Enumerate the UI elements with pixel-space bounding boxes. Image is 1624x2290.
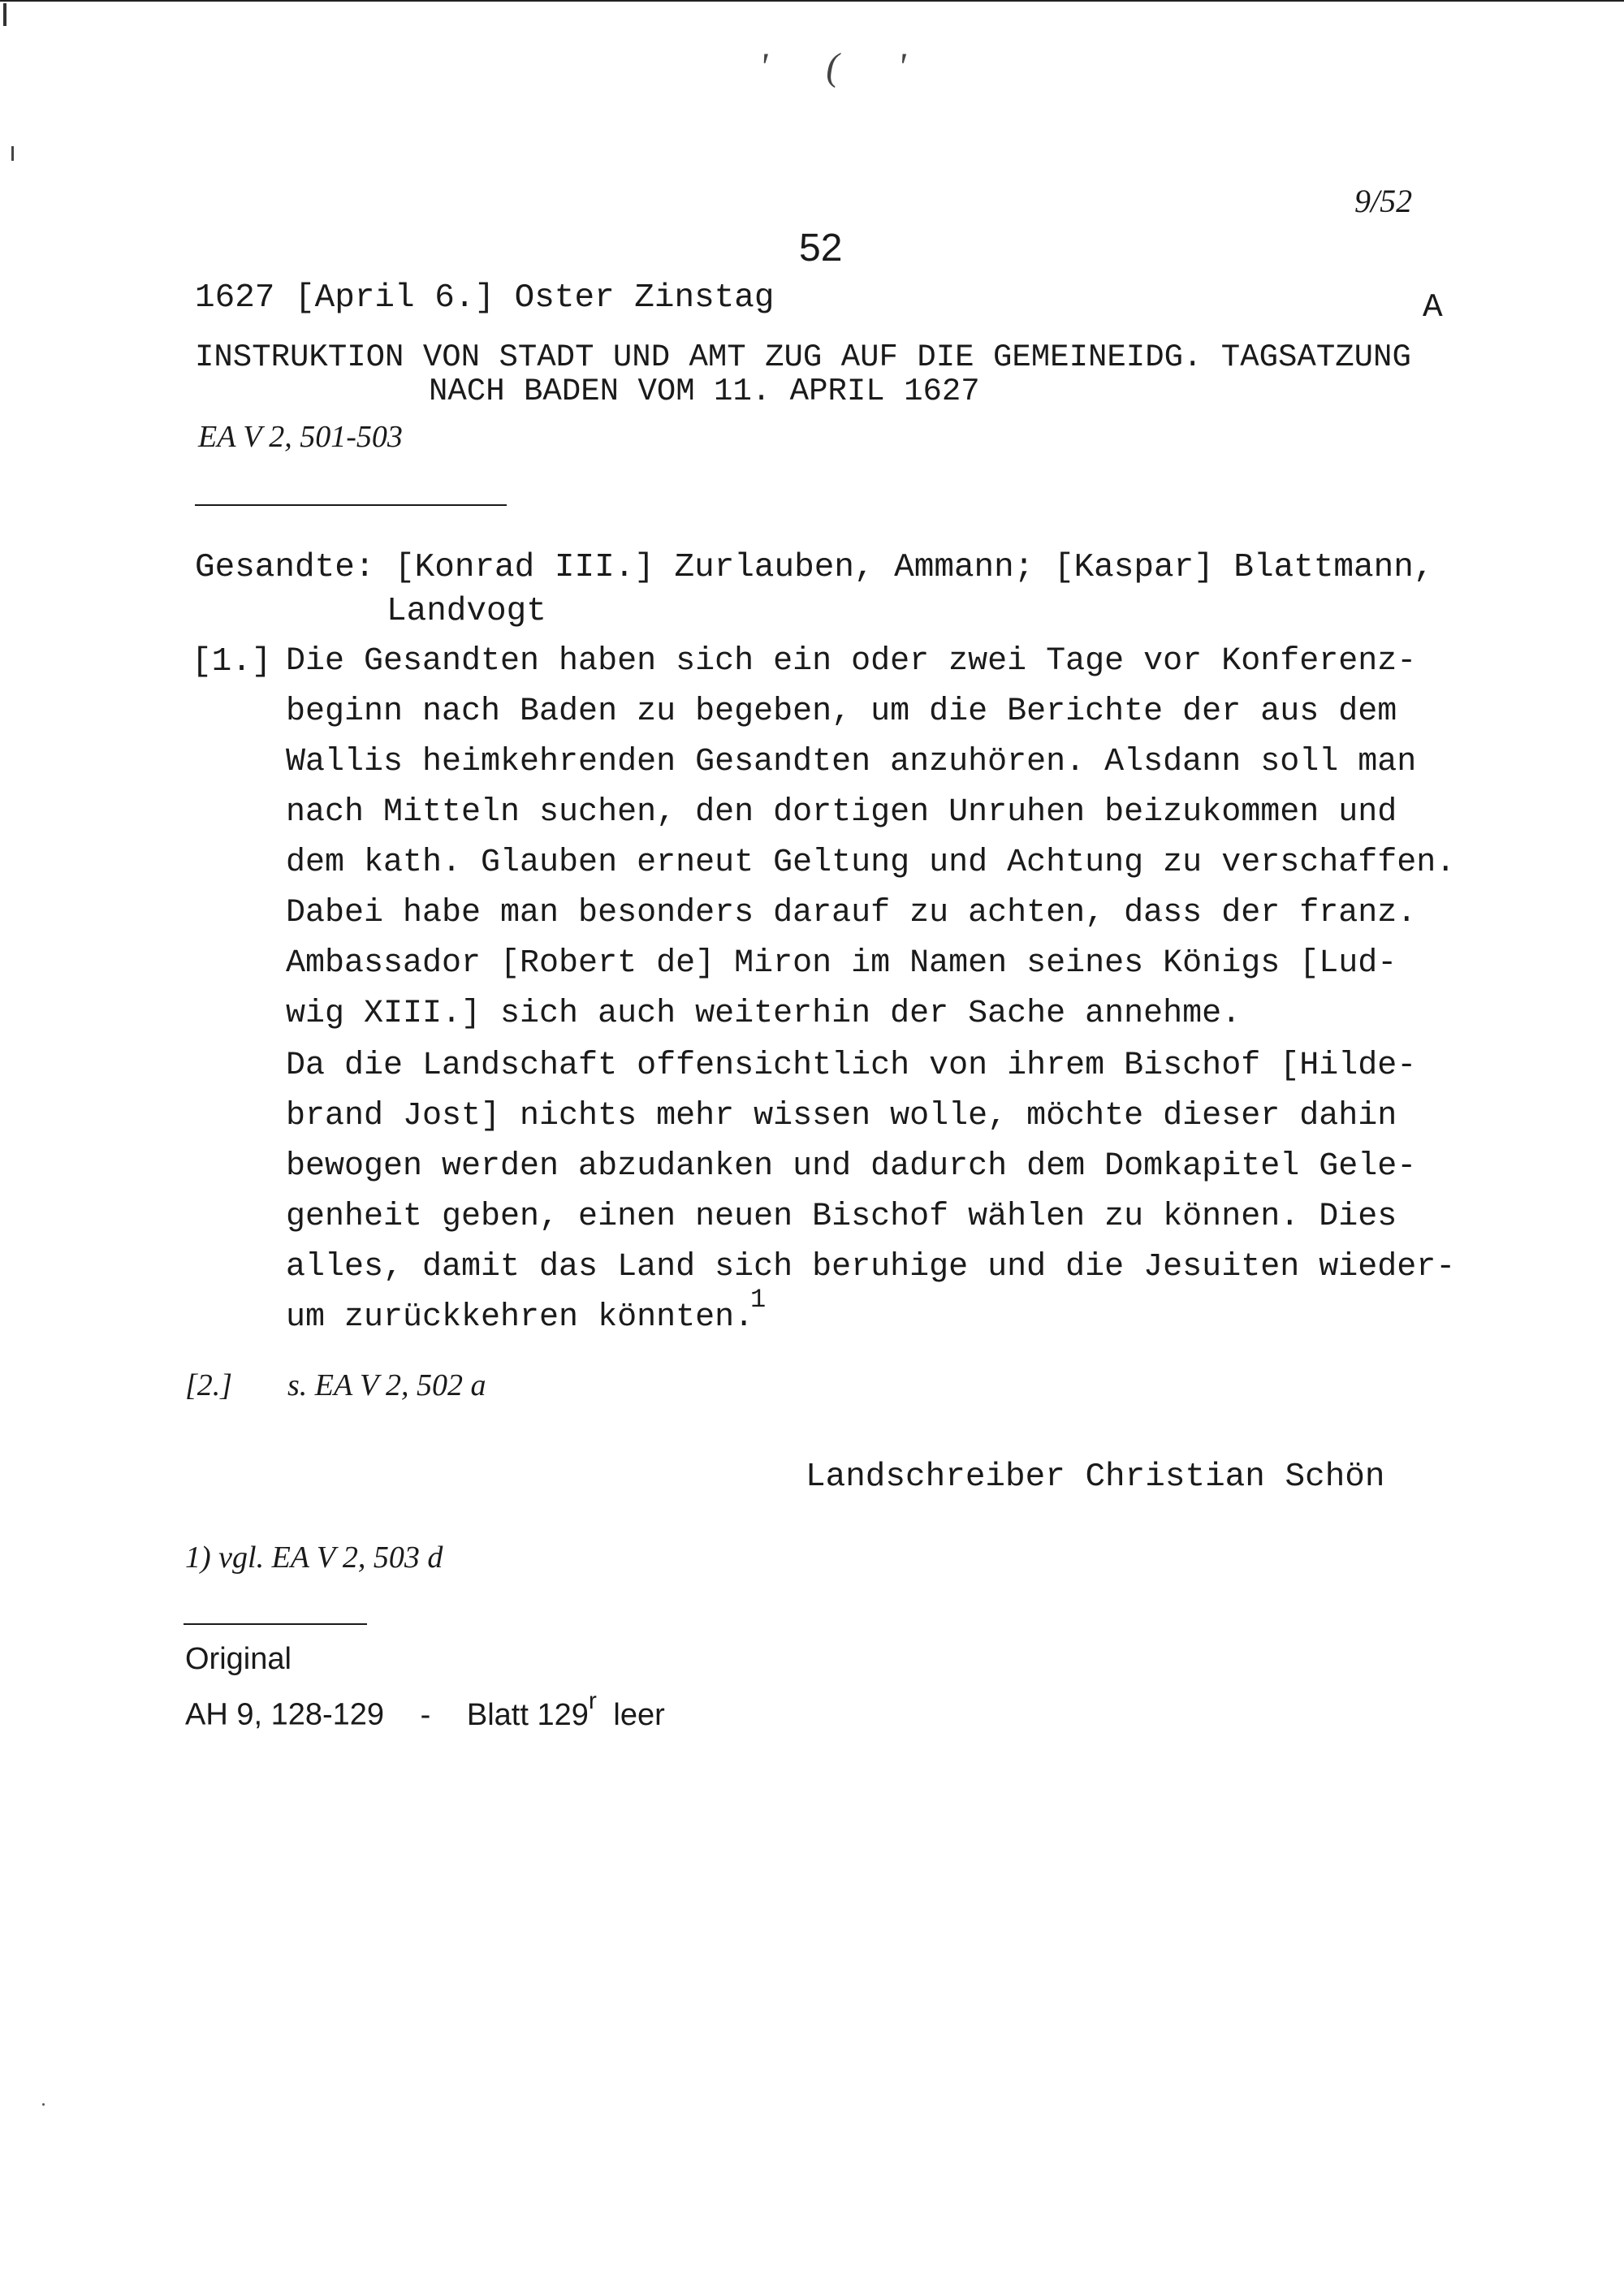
handwritten-scribble: ' ( ' (759, 45, 931, 89)
archive-number: 9/52 (1354, 183, 1413, 219)
header-divider (195, 504, 507, 506)
para1-number: [1.] (192, 643, 272, 681)
envoys-line2: Landvogt (387, 593, 546, 630)
scan-dot (42, 2103, 45, 2106)
source-ref: AH 9, 128-129 (185, 1697, 385, 1732)
para1-line: wig XIII.] sich auch weiterhin der Sache annehme. (286, 996, 1242, 1032)
header-marker: A (1423, 289, 1443, 326)
para1-line: Dabei habe man besonders darauf zu achten, dass der franz. (286, 895, 1417, 931)
source-line (185, 1687, 665, 1733)
para1-line: alles, damit das Land sich beruhige und die Jesuiten wieder- (286, 1249, 1456, 1285)
para1-footnote-mark: 1 (750, 1285, 767, 1315)
para1-line: beginn nach Baden zu begeben, um die Berichte der aus dem (286, 693, 1397, 730)
para1-line: genheit geben, einen neuen Bischof wählen zu können. Dies (286, 1199, 1397, 1235)
document-number: 52 (799, 227, 843, 270)
para1-line: bewogen werden abzudanken und dadurch dem Domkapitel Gele- (286, 1148, 1417, 1185)
para1-line: nach Mitteln suchen, den dortigen Unruhen beizukommen und (286, 794, 1397, 831)
source-dash: - (420, 1697, 431, 1732)
footnote-divider (184, 1623, 367, 1625)
signature: Landschreiber Christian Schön (806, 1458, 1385, 1496)
source-leer: leer (613, 1697, 665, 1732)
para1-line: Die Gesandten haben sich ein oder zwei Tage vor Konferenz- (286, 643, 1417, 680)
para1-line: Wallis heimkehrenden Gesandten anzuhören. Alsdann soll man (286, 744, 1417, 780)
para1-line: Da die Landschaft offensichtlich von ihrem Bischof [Hilde- (286, 1048, 1417, 1084)
para2-number: [2.] (185, 1368, 233, 1402)
scan-mark-left-mid (11, 146, 14, 161)
source-sup: r (588, 1687, 597, 1714)
footnote: 1) vgl. EA V 2, 503 d (185, 1540, 443, 1575)
para2-text: s. EA V 2, 502 a (287, 1368, 486, 1402)
para1-line: um zurückkehren könnten. (286, 1299, 754, 1336)
para1-line: brand Jost] nichts mehr wissen wolle, möchte dieser dahin (286, 1098, 1397, 1134)
para1-line: Ambassador [Robert de] Miron im Namen seines Königs [Lud- (286, 945, 1397, 982)
header-date: 1627 [April 6.] Oster Zinstag (195, 279, 775, 317)
header-reference: EA V 2, 501-503 (198, 420, 403, 454)
source-blatt: Blatt 129 (466, 1697, 589, 1732)
para1-line: dem kath. Glauben erneut Geltung und Achtung zu verschaffen. (286, 845, 1456, 881)
header-title-line2: NACH BADEN VOM 11. APRIL 1627 (429, 374, 980, 409)
scan-mark-left-top (3, 3, 6, 26)
top-border-line (0, 0, 1624, 2)
header-title-line1: INSTRUKTION VON STADT UND AMT ZUG AUF DIE GEMEINEIDG. TAGSATZUNG (195, 339, 1411, 375)
source-label: Original (185, 1642, 292, 1676)
envoys-line1: Gesandte: [Konrad III.] Zurlauben, Ammann; [Kaspar] Blattmann, (195, 549, 1434, 586)
